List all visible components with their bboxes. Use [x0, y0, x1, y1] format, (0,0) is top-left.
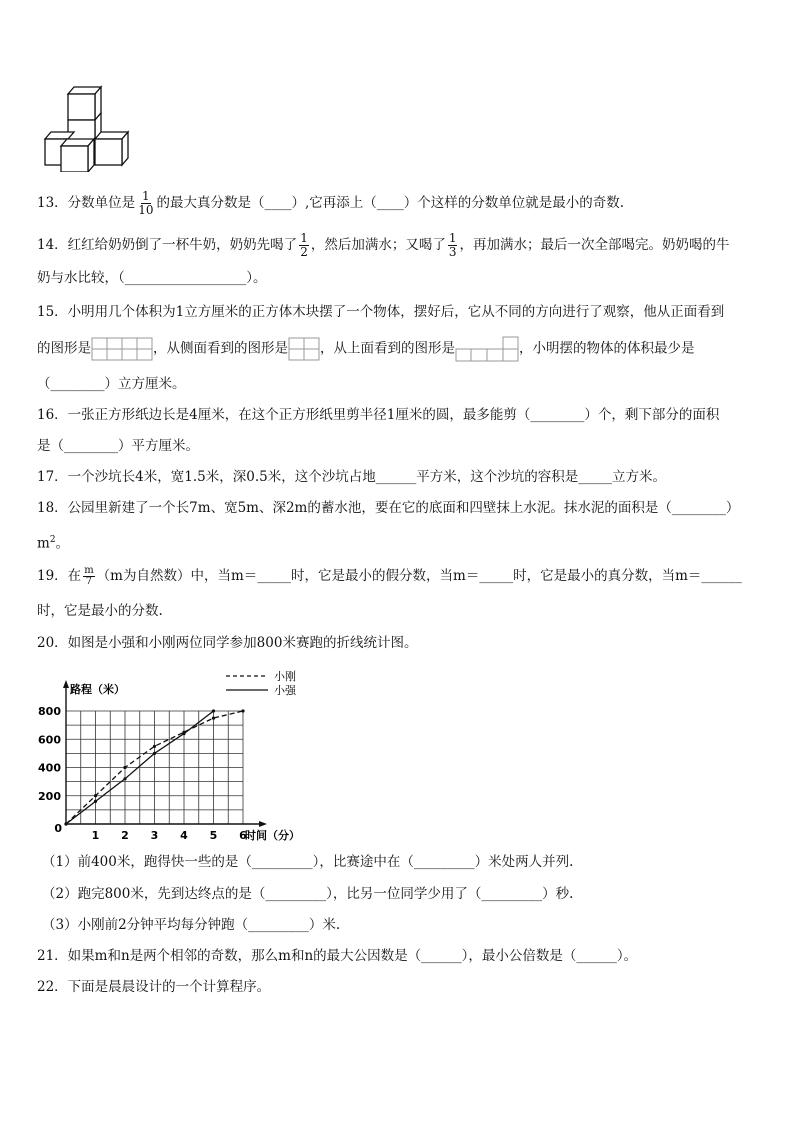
q19-text-3: 时，它是最小的分数.: [37, 603, 163, 619]
data-point-小强: [94, 800, 97, 803]
x-tick-label: 2: [121, 829, 129, 842]
question-21: [37, 946, 637, 966]
q20-sub-3: （3）小刚前2分钟平均每分钟跑（_________）米.: [42, 917, 341, 933]
question-18-line-2: [37, 530, 69, 554]
q13-blank-1[interactable]: ____: [264, 195, 292, 211]
question-19-line-2: [37, 601, 163, 621]
q16-text-1: 16．一张正方形纸边长是4厘米，在这个正方形纸里剪半径1厘米的圆，最多能剪（________）个，剩下部分的面积: [37, 407, 720, 423]
legend-label: 小刚: [274, 670, 296, 683]
data-point-小刚: [241, 709, 244, 712]
chart-grid: [66, 711, 243, 824]
q19-text-2: （m为自然数）中，当m＝_____时，它是最小的假分数，当m＝_____时，它是最小的真分数，当m＝______: [96, 568, 742, 584]
data-point-小刚: [94, 794, 97, 797]
line-chart: [36, 666, 326, 846]
x-tick-label: 3: [150, 829, 159, 842]
q13-text-3: ）,它再添上（: [291, 195, 377, 211]
q22-text: 22．下面是晨晨设计的一个计算程序。: [37, 979, 271, 995]
question-13: [37, 190, 624, 217]
question-16: [37, 405, 719, 425]
q14-text-4: 奶与水比较，（: [37, 270, 125, 286]
data-point-小刚: [153, 745, 156, 748]
question-16-line-2: [37, 436, 199, 456]
x-axis-label: 时间（分）: [245, 829, 300, 842]
chart-legend: [226, 669, 297, 697]
data-point-小强: [153, 752, 156, 755]
q20-sub-1: （1）前400米，跑得快一些的是（_________），比赛途中在（_________）米处两人并列.: [42, 854, 574, 870]
q21-text: 21．如果m和n是两个相邻的奇数，那么m和n的最大公因数是（______），最小公倍数是（______）。: [37, 948, 638, 964]
q13-text-2: 的最大真分数是（: [156, 195, 265, 211]
q15-text-6: （________）立方厘米。: [37, 376, 186, 392]
y-tick-label: 400: [38, 761, 61, 775]
data-point-小刚: [212, 716, 215, 719]
question-17: [37, 467, 666, 487]
x-tick-label: 5: [209, 829, 218, 842]
y-tick-label: 800: [38, 705, 61, 718]
side-view-grid-figure: [288, 337, 320, 361]
data-point-小强: [64, 822, 67, 825]
q14-blank[interactable]: __________________: [124, 270, 247, 286]
q19-fraction: $\frac{m}{7}$: [84, 565, 94, 587]
y-tick-label: 200: [38, 789, 61, 803]
q15-text-4: ，从上面看到的图形是: [320, 340, 455, 357]
q18-unit-exponent: 2: [49, 535, 56, 545]
q20-intro: 20．如图是小强和小刚两位同学参加800米赛跑的折线统计图。: [37, 635, 418, 651]
front-view-grid-figure: [91, 337, 153, 361]
q15-text-2: 的图形是: [37, 340, 91, 357]
q13-text-1: 13．分数单位是: [37, 195, 136, 211]
data-point-小强: [182, 732, 185, 735]
question-19: [37, 566, 742, 587]
question-15-line-3: [37, 374, 186, 394]
cube-stack-figure: [40, 82, 130, 172]
y-axis-label: 路程（米）: [70, 683, 125, 696]
q13-text-4: ）个这样的分数单位就是最小的奇数.: [403, 195, 625, 211]
q20-sub-2: （2）跑完800米，先到达终点的是（_________），比另一位同学少用了（_________）秒.: [42, 886, 574, 902]
x-tick-label: 6: [239, 829, 247, 842]
q18-text-1: 18．公园里新建了一个长7m、宽5m、深2m的蓄水池，要在它的底面和四壁抹上水泥。抹水泥的面积是（________）: [37, 500, 740, 516]
q14-text-2: ，然后加满水；又喝了: [310, 237, 446, 253]
q17-text: 17．一个沙坑长4米，宽1.5米，深0.5米，这个沙坑占地______平方米，这个沙坑的容积是_____立方米。: [37, 469, 666, 485]
q14-text-1: 14．红红给奶奶倒了一杯牛奶，奶奶先喝了: [37, 237, 298, 253]
question-18: [37, 498, 739, 518]
q13-blank-2[interactable]: ____: [376, 195, 404, 211]
q14-fraction-1: $\frac{1}{2}$: [300, 231, 308, 259]
data-point-小强: [123, 777, 126, 780]
data-point-小强: [212, 709, 215, 712]
q13-fraction: $\frac{1}{10}$: [138, 189, 154, 217]
q18-unit: m: [37, 535, 50, 552]
origin-label: 0: [54, 822, 62, 835]
question-14-line-2: [37, 268, 267, 288]
data-point-小刚: [123, 766, 126, 769]
q14-text-5: ）。: [246, 270, 267, 286]
x-tick-label: 1: [91, 829, 100, 842]
q16-text-2: 是（________）平方厘米。: [37, 438, 199, 454]
q15-text-1: 15．小明用几个体积为1立方厘米的正方体木块摆了一个物体，摆好后，它从不同的方向进行了观察，他从正面看到: [37, 304, 725, 320]
question-20-part-1: [42, 852, 573, 872]
question-22: [37, 977, 270, 997]
q15-text-5: ，小明摆的物体的体积最少是: [519, 340, 695, 357]
question-14: [37, 232, 729, 259]
q15-text-3: ，从侧面看到的图形是: [153, 340, 288, 357]
top-view-grid-figure: [455, 336, 519, 362]
y-tick-label: 600: [38, 733, 61, 747]
q18-text-2: 。: [55, 535, 70, 552]
q14-fraction-2: $\frac{1}{3}$: [448, 231, 457, 259]
question-20-part-2: [42, 884, 573, 904]
question-15-line-2: [37, 336, 695, 362]
question-20: [37, 633, 417, 653]
q19-text-1: 19．在: [37, 568, 82, 584]
question-20-part-3: [42, 915, 340, 935]
question-15: [37, 302, 724, 322]
q14-text-3: ，再加满水；最后一次全部喝完。奶奶喝的牛: [459, 237, 730, 253]
x-axis-arrow: [259, 821, 267, 827]
y-axis-arrow: [63, 680, 69, 688]
legend-label: 小强: [274, 684, 296, 697]
x-tick-label: 4: [180, 829, 188, 842]
